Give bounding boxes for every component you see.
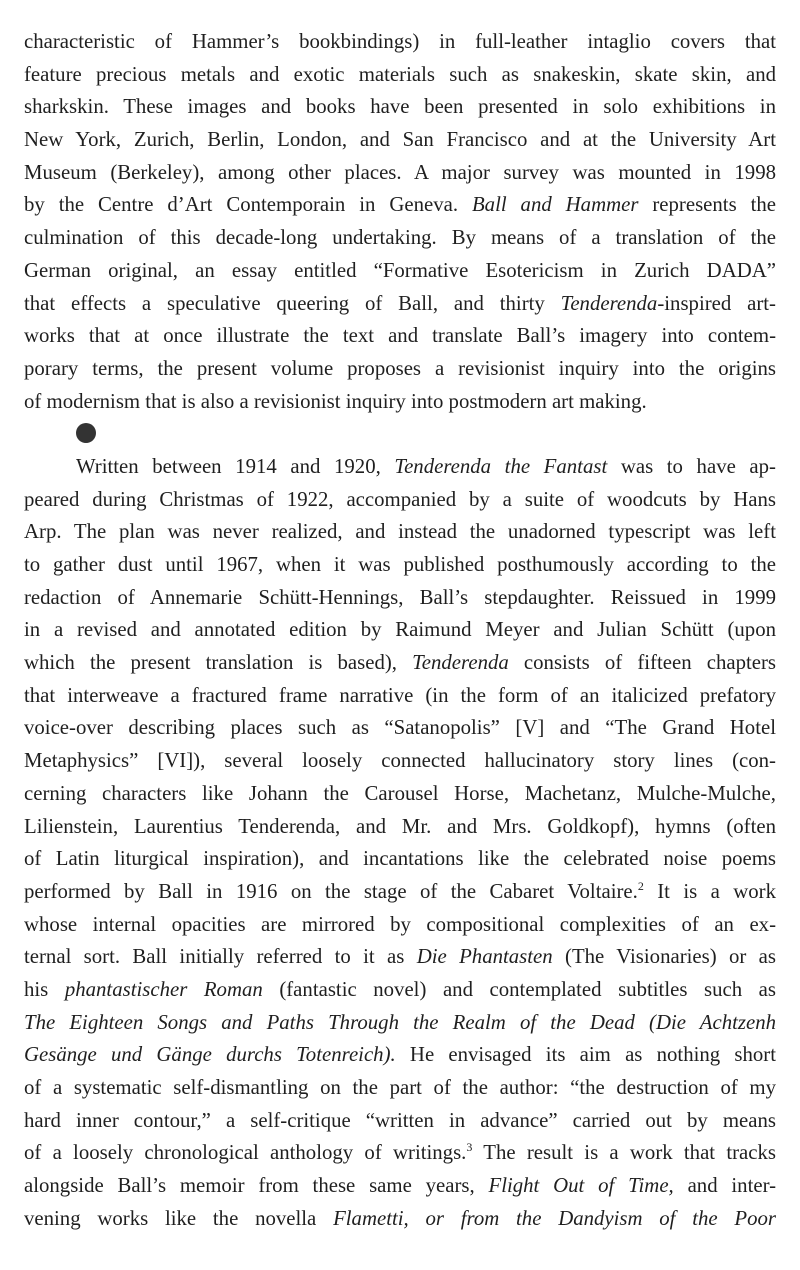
footnote-reference: 3 [466, 1140, 473, 1155]
text-line [24, 811, 776, 844]
section-break [24, 418, 776, 451]
text-line [24, 778, 776, 811]
text-segment: sharkskin. These images and books have been presented in solo exhibitions in [24, 95, 776, 119]
text-line [24, 124, 776, 157]
text-segment: performed by Ball in 1916 on the stage of the Cabaret Voltaire. [24, 879, 638, 903]
italic-text: Gesänge und Gänge durchs Totenreich). [24, 1043, 396, 1067]
text-segment: cerning characters like Johann the Carousel Horse, Machetanz, Mulche-Mulche, [24, 781, 776, 805]
text-segment: Metaphysics” [VI]), several loosely connected hallucinatory story lines (con- [24, 749, 776, 773]
text-segment: (fantastic novel) and contemplated subtitles such as [262, 977, 776, 1001]
text-segment: New York, Zurich, Berlin, London, and San Francisco and at the University Art [24, 128, 776, 152]
text-segment: works that at once illustrate the text and translate Ball’s imagery into contem- [24, 324, 776, 348]
text-segment: consists of fifteen chapters [508, 651, 776, 675]
text-line [24, 909, 776, 942]
text-segment: hard inner contour,” a self-critique “written in advance” carried out by means [24, 1108, 776, 1132]
text-line [24, 876, 776, 909]
paragraph-1 [24, 26, 776, 418]
text-segment: feature precious metals and exotic materials such as snakeskin, skate skin, and [24, 62, 776, 86]
text-line [24, 288, 776, 321]
text-segment: that interweave a fractured frame narrative (in the form of an italicized prefatory [24, 683, 776, 707]
italic-text: The Eighteen Songs and Paths Through the Realm of the Dead (Die Achtzenh [24, 1010, 776, 1034]
italic-text: phantastischer Roman [64, 977, 263, 1001]
text-segment: vening works like the novella [24, 1206, 334, 1230]
text-segment: was to have ap- [607, 454, 776, 478]
text-segment: -inspired art- [657, 291, 776, 315]
text-segment: his [24, 977, 65, 1001]
text-segment: Arp. The plan was never realized, and instead the unadorned typescript was left [24, 520, 776, 544]
text-line [24, 386, 776, 419]
italic-text: Tenderenda the Fantast [394, 454, 608, 478]
text-line [24, 1170, 776, 1203]
text-segment: of modernism that is also a revisionist inquiry into postmodern art making. [24, 389, 647, 413]
text-segment: ternal sort. Ball initially referred to it as [24, 945, 417, 969]
text-line [24, 320, 776, 353]
text-line [24, 1203, 776, 1236]
text-segment: alongside Ball’s memoir from these same years, [24, 1174, 489, 1198]
text-segment: whose internal opacities are mirrored by compositional complexities of an ex- [24, 912, 776, 936]
book-page [24, 26, 776, 1235]
text-line [24, 189, 776, 222]
text-line [24, 1007, 776, 1040]
text-segment: culmination of this decade-long undertaking. By means of a translation of the [24, 226, 776, 250]
text-line [24, 941, 776, 974]
text-line [24, 745, 776, 778]
text-segment: by the Centre d’Art Contemporain in Geneva. [24, 193, 472, 217]
text-line [24, 516, 776, 549]
text-line [24, 255, 776, 288]
text-line [24, 680, 776, 713]
text-segment: of a systematic self-dismantling on the part of the author: “the destruction of my [24, 1076, 776, 1099]
text-segment: in a revised and annotated edition by Raimund Meyer and Julian Schütt (upon [24, 618, 776, 642]
text-segment: voice-over describing places such as “Satanopolis” [V] and “The Grand Hotel [24, 716, 776, 740]
text-line [24, 582, 776, 615]
italic-text: Flight Out of Time, [488, 1174, 674, 1198]
italic-text: Ball and Hammer [471, 193, 639, 217]
text-segment: to gather dust until 1967, when it was published posthumously according to the [24, 553, 776, 576]
text-segment: Written between 1914 and 1920, [76, 454, 395, 478]
text-line [24, 91, 776, 124]
text-line [24, 549, 776, 582]
text-segment: which the present translation is based), [24, 651, 413, 675]
text-line [24, 1039, 776, 1072]
text-segment: represents the [638, 193, 776, 217]
text-segment: porary terms, the present volume proposes a revisionist inquiry into the origins [24, 356, 776, 380]
text-segment: He envisaged its aim as nothing short [395, 1043, 776, 1067]
text-line [24, 222, 776, 255]
text-segment: The result is a work that tracks [472, 1141, 776, 1165]
text-line [24, 614, 776, 647]
text-segment: Lilienstein, Laurentius Tenderenda, and Mr. and Mrs. Goldkopf), hymns (often [24, 814, 776, 838]
text-line [24, 59, 776, 92]
footnote-reference: 2 [637, 878, 644, 893]
text-line [24, 647, 776, 680]
text-segment: It is a work [643, 879, 777, 903]
italic-text: Tenderenda [412, 651, 509, 675]
text-line [24, 1137, 776, 1170]
text-segment: peared during Christmas of 1922, accompanied by a suite of woodcuts by Hans [24, 487, 776, 511]
italic-text: Die Phantasten [416, 945, 553, 969]
text-line [24, 974, 776, 1007]
text-segment: Museum (Berkeley), among other places. A major survey was mounted in 1998 [24, 160, 776, 184]
text-segment: characteristic of Hammer’s bookbindings) in full-leather intaglio covers that [24, 30, 776, 53]
text-line [24, 712, 776, 745]
section-break-bullet-icon [76, 423, 96, 443]
text-line [24, 1105, 776, 1138]
text-segment: that effects a speculative queering of Ball, and thirty [24, 291, 561, 315]
text-line [24, 451, 776, 484]
text-line [24, 26, 776, 59]
paragraph-2 [24, 451, 776, 1236]
text-line [24, 353, 776, 386]
italic-text: Flametti, or from the Dandyism of the Poor [333, 1206, 776, 1230]
text-segment: redaction of Annemarie Schütt-Hennings, Ball’s stepdaughter. Reissued in 1999 [24, 585, 776, 609]
text-line [24, 484, 776, 517]
text-line [24, 157, 776, 190]
text-segment: of Latin liturgical inspiration), and incantations like the celebrated noise poems [24, 847, 776, 871]
text-segment: German original, an essay entitled “Formative Esotericism in Zurich DADA” [24, 258, 776, 282]
italic-text: Tenderenda [560, 291, 658, 315]
text-segment: of a loosely chronological anthology of writings. [24, 1141, 467, 1165]
text-line [24, 843, 776, 876]
text-segment: (The Visionaries) or as [552, 945, 776, 969]
text-segment: and inter- [673, 1174, 777, 1198]
text-line [24, 1072, 776, 1105]
